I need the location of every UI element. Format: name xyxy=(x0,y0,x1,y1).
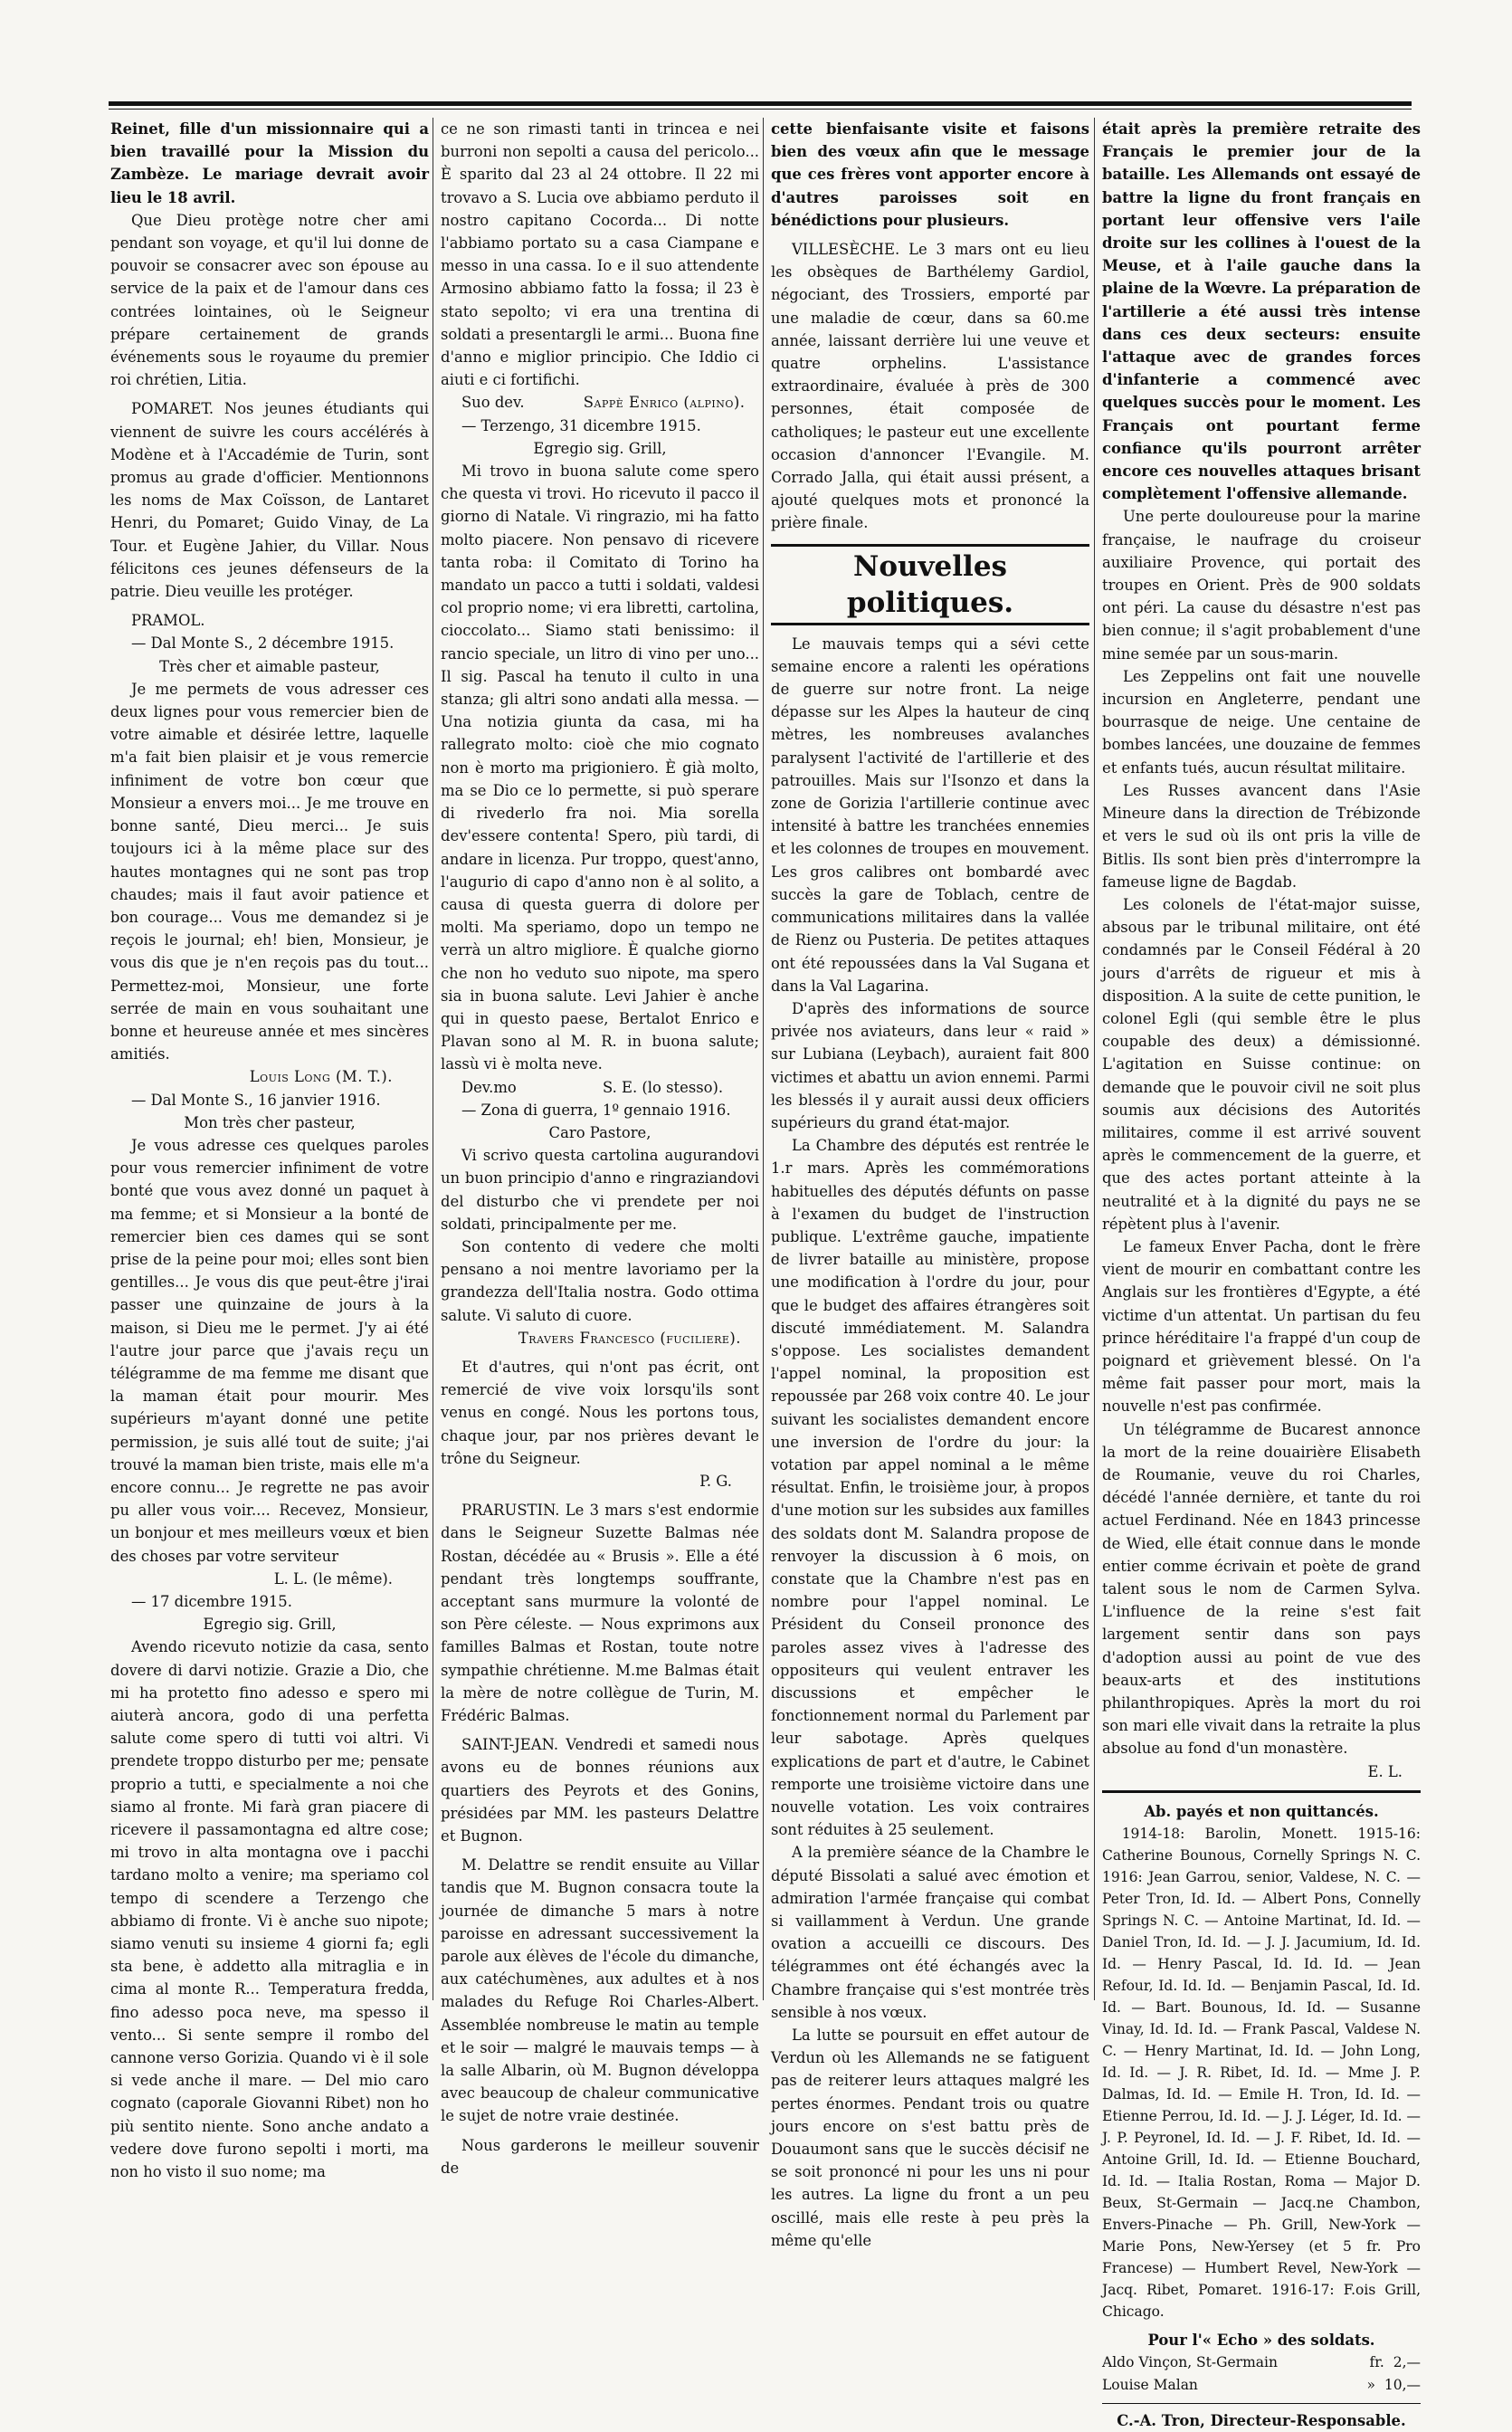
donation-unit: fr. xyxy=(1369,2354,1384,2371)
letter-signature: L. L. (le même). xyxy=(273,1569,393,1588)
column-rule xyxy=(763,118,764,2000)
director-signature: C.-A. Tron, Directeur-Responsable. xyxy=(1117,2411,1406,2429)
letter-date: — Terzengo, 31 dicembre 1915. xyxy=(461,416,701,434)
section-label-pramol: PRAMOL. xyxy=(130,612,205,630)
letter-signature-line xyxy=(441,391,759,414)
article-signature: E. L. xyxy=(1367,1762,1403,1780)
donation-unit: » xyxy=(1366,2377,1375,2394)
paragraph: D'après des informations de source privée nos aviateurs, dans leur « raid » sur Lubiana (Leybach), auraient fait 800 victimes et abattu un avion ennemi. Parmi les blessés il y aurait aussi deux officiers supérieurs du grand état-major. xyxy=(771,999,1089,1131)
letter-salutation: Egregio sig. Grill, xyxy=(203,1616,337,1634)
letter-body: Mi trovo in buona salute come spero che questa vi trovi. Ho ricevuto il pacco il giorno di Natale. Vi ringrazio, mi ha fatto molto piacere. Non pensavo di ricevere tanta roba: il Comitato di Torino ha mandato un pacco a tutti i soldati, valdesi col proprio nome; vi era libretti, cartolina, cioccolato... Siamo stati benissimo: il rancio speciale, un litro di vino per uno... Il sig. Pascal ha tenuto il culto in una stanza; gli altri sono andati alla messa. — Una notizia giunta da casa, mi ha rallegrato molto: cioè che mio cognato non è morto ma prigioniero. È già molto, ma se Dio ce lo permette, si può sperare di rivederlo fra noi. Mia sorella dev'essere contenta! Spero, più tardi, di andare in licenza. Pur troppo, quest'anno, l'augurio di capo d'anno non è al solito, a causa di questa guerra di dolore per molti. Ma speriamo, dopo un tempo ne verrà un altro migliore. È qualche giorno che non ho veduto suo nipote, ma spero sia in buona salute. Levi Jahier è anche qui in questo paese, Bertalot Enrico e Plavan sono al M. R. in buona salute; lassù vi è molta neve. xyxy=(441,463,759,1073)
column-4 xyxy=(1102,118,1422,2429)
letter-signature: Travers Francesco (fuciliere). xyxy=(518,1329,741,1347)
paragraph: La lutte se poursuit en effet autour de Verdun où les Allemands ne se fatiguent pas de reiterer leurs attaques malgré les pertes énormes. Pendant trois ou quatre jours encore on s'est battu près de Douaumont sans que le succès décisif ne se soit prononcé ni pour les uns ni pour les autres. La ligne du front a un peu oscillé, mais elle reste à peu près la même qu'elle xyxy=(771,2027,1089,2249)
subscriptions-list: 1914-18: Barolin, Monett. 1915-16: Catherine Bounous, Cornelly Springs N. C. 1916: Jean Garrou, senior, Valdese, N. C. — Peter Tron, Id. Id. — Albert Pons, Connelly Springs N. C. — Antoine Martinat, Id. Id. — Daniel Tron, Id. Id. — J. J. Jacumium, Id. Id. Id. — Henry Pascal, Id. Id. Id. — Jean Refour, Id. Id. Id. — Benjamin Pascal, Id. Id. Id. — Bart. Bounous, Id. Id. — Susanne Vinay, Id. Id. Id. — Frank Pascal, Valdese N. C. — Henry Martinat, Id. Id. — John Long, Id. Id. — J. R. Ribet, Id. Id. — Mme J. P. Dalmas, Id. Id. — Emile H. Tron, Id. Id. — Etienne Perrou, Id. Id. — J. J. Léger, Id. Id. — J. P. Peyronel, Id. Id. — J. F. Ribet, Id. Id. — Antoine Grill, Id. Id. — Etienne Bouchard, Id. Id. — Italia Rostan, Roma — Major D. Beux, St-Germain — Jacq.ne Chambon, Envers-Pinache — Ph. Grill, New-York — Marie Pons, New-Yersey (et 5 fr. Pro Francese) — Humbert Revel, New-York — Jacq. Ribet, Pomaret. 1916-17: F.ois Grill, Chicago. xyxy=(1102,1826,1422,2321)
signature-prefix: Dev.mo xyxy=(461,1078,517,1096)
letter-body: Son contento di vedere che molti pensano a noi mentre lavoriamo per la grandezza dell'Italia nostra. Godo ottima salute. Vi saluto di cuore. xyxy=(441,1237,759,1324)
letter-signature: S. E. (lo stesso). xyxy=(602,1078,724,1096)
donation-row xyxy=(1102,2351,1421,2374)
letter-signature-line xyxy=(441,1076,759,1099)
letter-date: — Zona di guerra, 1º gennaio 1916. xyxy=(461,1101,731,1119)
signature-prefix: Suo dev. xyxy=(461,394,525,412)
letter-salutation: Caro Pastore, xyxy=(548,1123,651,1141)
paragraph: La Chambre des députés est rentrée le 1.r mars. Après les commémorations habituelles des députés défunts on passe à l'examen du budget de l'instruction publique. L'extrême gauche, impatiente de livrer bataille au ministère, propose une modification à l'ordre du jour, pour que le budget des affaires étrangères soit discuté immédiatement. M. Salandra s'oppose. Les socialistes demandent l'appel nominal, la proposition est repoussée par 268 voix contre 40. Le jour suivant les socialistes demandent encore une inversion de l'ordre du jour: la votation par appel nominal a le même résultat. Enfin, le troisième jour, à propos d'une motion sur les subsides aux familles des soldats dont M. Salandra propose de renvoyer la discussion à 6 mois, on constate que la Chambre n'est pas en nombre pour l'appel nominal. Le Président du Conseil prononce des paroles assez vives à l'adresse des oppositeurs qui veulent entraver les discussions et empêcher le fonctionnement normal du Parlement par leur sabotage. Après quelques explications de part et d'autre, le Cabinet remporte une troisième victoire dans une nouvelle votation. Les voix contraires sont réduites à 25 seulement. xyxy=(771,1137,1089,1839)
letter-salutation: Egregio sig. Grill, xyxy=(533,439,667,457)
letter-date: — 17 dicembre 1915. xyxy=(130,1593,292,1610)
paragraph: Une perte douloureuse pour la marine française, le naufrage du croiseur auxiliaire Provence, qui portait des troupes en Orient. Près de 900 soldats ont péri. La cause du désastre n'est pas bien connue; il s'agit probablement d'une mine semée par un sous-marin. xyxy=(1102,508,1421,663)
letter-salutation: Mon très cher pasteur, xyxy=(184,1113,356,1131)
closing-signature: P. G. xyxy=(699,1472,732,1490)
donation-row xyxy=(1102,2374,1421,2397)
news-item-villeseche: VILLESÈCHE. Le 3 mars ont eu lieu les obsèques de Barthélemy Gardiol, négociant, des Trossiers, emporté par une maladie de cœur, dans sa 60.me année, laissant derrière lui une veuve et quatre orphelins. L'assistance extraordinaire, évaluée à près de 300 personnes, était composée de catholiques; le pasteur eut une excellente occasion d'annoncer l'Evangile. M. Corrado Jalla, qui était aussi présent, a ajouté quelques mots et prononcé la prière finale. xyxy=(771,241,1089,532)
paragraph: M. Delattre se rendit ensuite au Villar tandis que M. Bugnon consacra toute la journée de dimanche 5 mars à notre paroisse en adressant successivement la parole aux élèves de l'école du dimanche, aux catéchumènes, aux adultes et à nos malades du Refuge Roi Charles-Albert. Assemblée nombreuse le matin au temple et le soir — malgré le mauvais temps — à la salle Albarin, où M. Bugnon développa avec beaucoup de chaleur communicative le sujet de notre vraie destinée. xyxy=(441,1856,759,2125)
paragraph: Que Dieu protège notre cher ami pendant son voyage, et qu'il lui donne de pouvoir se consacrer avec son épouse au service de la paix et de l'amour dans ces contrées lointaines, où le Seigneur prépare certainement de grands événements sous le royaume du premier roi chrétien, Litia. xyxy=(110,211,429,389)
paragraph: Et d'autres, qui n'ont pas écrit, ont remercié de vive voix lorsqu'ils sont venus en congé. Nous les portons tous, chaque jour, par nos prières devant le trône du Seigneur. xyxy=(441,1358,759,1467)
donation-amount: 10,— xyxy=(1384,2377,1421,2394)
column-2 xyxy=(441,118,759,2177)
paragraph: Le fameux Enver Pacha, dont le frère vient de mourir en combattant contre les Anglais sur les frontières d'Egypte, a été victime d'un attentat. Un partisan du feu prince héréditaire l'a frappé d'un coup de poignard et grièvement blessé. On l'a même fait passer pour mort, mais la nouvelle n'est pas confirmée. xyxy=(1102,1237,1421,1416)
column-rule xyxy=(1094,118,1095,2000)
paragraph: Les Russes avancent dans l'Asie Mineure dans la direction de Trébizonde et vers le sud où ils ont pris la ville de Bitlis. Ils sont bien près d'interrompre la fameuse ligne de Bagdab. xyxy=(1102,781,1421,891)
news-item-pomaret: POMARET. Nos jeunes étudiants qui viennent de suivre les cours accélérés à Modène et à l'Accadémie de Turin, sont promus au grade d'officier. Mentionnons les noms de Max Coïsson, de Lantaret Henri, du Pomaret; Guido Vinay, de La Tour. et Eugène Jahier, du Villar. Nous félicitons ces jeunes défenseurs de la patrie. Dieu veuille les protéger. xyxy=(110,400,429,601)
paragraph: Nous garderons le meilleur souvenir de xyxy=(441,2136,759,2177)
paragraph: était après la première retraite des Français le premier jour de la bataille. Les Allemands ont essayé de battre la ligne du front français en portant leur offensive vers l'aile droite sur les collines à l'ouest de la Meuse, et à l'aile gauche dans la plaine de la Wœvre. La préparation de l'artillerie a été aussi très intense dans ces deux secteurs: ensuite l'attaque avec de grandes forces d'infanterie a commencé avec quelques succès pour le moment. Les Français ont pourtant ferme confiance qu'ils pourront arrêter encore ces nouvelles attaques brisant complètement l'offensive allemande. xyxy=(1102,120,1421,503)
column-3 xyxy=(771,118,1089,2249)
letter-body: Vi scrivo questa cartolina augurandovi un buon principio d'anno e ringraziandovi del disturbo che vi prendete per noi soldati, principalmente per me. xyxy=(441,1147,759,1233)
paragraph: A la première séance de la Chambre le député Bissolati a salué avec émotion et admiration l'armée française qui combat si vaillamment à Verdun. Une grande ovation a accueilli ce discours. Des télégrammes ont été échangés avec la Chambre française qui s'est montrée très sensible à nos vœux. xyxy=(771,1844,1089,2021)
paragraph: cette bienfaisante visite et faisons bien des vœux afin que le message que ces frères vont apporter encore à d'autres paroisses soit en bénédictions pour plusieurs. xyxy=(771,120,1089,229)
top-rule xyxy=(109,101,1412,110)
letter-body: Avendo ricevuto notizie da casa, sento dovere di darvi notizie. Grazie a Dio, che mi ha protetto fino adesso e spero mi aiuterà ancora, godo di una perfetta salute come spero di tutti voi altri. Vi prendete troppo disturbo per me; pensate proprio a tutti, e specialmente a noi che siamo al fronte. Mi farà gran piacere di ricevere il passamontagna ed altre cose; mi trovo in alta montagna ove i pacchi tardano molto a venire; ma speriamo col tempo di scendere a Terzengo che abbiamo di fronte. Vi è anche suo nipote; siamo venuti su insieme 4 giorni fa; egli sta bene, è addetto alla mitraglia e in cima al monte R... Temperatura fredda, fino adesso poca neve, ma spesso il vento... Si sente sempre il rombo del cannone verso Gorizia. Quando vi è il sole si vede anche il mare. — Del mio caro cognato (caporale Giovanni Ribet) non ho più sentito niente. Sono anche andato a vedere dove furono sepolti i morti, ma non ho visto il suo nome; ma xyxy=(110,1638,429,2181)
letter-body: Je me permets de vous adresser ces deux lignes pour vous remercier bien de votre aimable et désirée lettre, laquelle m'a fait bien plaisir et je vous remercie infiniment de votre bon cœur que Monsieur a envers moi... Je me trouve en bonne santé, Dieu merci... Je suis toujours ici à la même place sur des hautes montagnes qui ne sont pas trop chaudes; mais il faut avoir patience et bon courage... Vous me demandez si je reçois le journal; eh! bien, Monsieur, je vous dis que je n'en reçois pas du tout... Permettez-moi, Monsieur, une forte serrée de main en vous souhaitant une bonne et heureuse année et mes sincères amitiés. xyxy=(110,680,429,1063)
letter-body: ce ne son rimasti tanti in trincea e nei burroni non sepolti a causa del pericolo... È sparito dal 23 al 24 ottobre. Il 22 mi trovavo a S. Lucia ove abbiamo perduto il nostro capitano Cocorda... Di notte l'abbiamo portato su a casa Ciampane e messo in una cassa. Io e il suo attendente Armosino abbiamo fatto la fossa; il 23 è stato sepolto; vi era una trentina di soldati a presentargli le armi... Buona fine d'anno e miglior principio. Che Iddio ci aiuti e ci fortifichi. xyxy=(441,120,759,389)
column-1 xyxy=(110,118,429,2181)
divider xyxy=(1102,1790,1421,1793)
letter-salutation: Très cher et aimable pasteur, xyxy=(159,657,380,675)
news-item-saint-jean: SAINT-JEAN. Vendredi et samedi nous avons eu de bonnes réunions aux quartiers des Peyrots et des Gonins, présidées par MM. les pasteurs Delattre et Bugnon. xyxy=(441,1736,759,1845)
echo-heading: Pour l'« Echo » des soldats. xyxy=(1147,2332,1375,2350)
paragraph: Les Zeppelins ont fait une nouvelle incursion en Angleterre, pendant une bourrasque de neige. Une centaine de bombes lancées, une douzaine de femmes et enfants tués, aucun résultat militaire. xyxy=(1102,667,1421,777)
donation-amount: 2,— xyxy=(1393,2354,1421,2371)
section-heading-nouvelles-politiques: Nouvelles politiques. xyxy=(771,544,1089,625)
letter-signature: Louis Long (M. T.). xyxy=(249,1068,393,1086)
news-item-prarustin: PRARUSTIN. Le 3 mars s'est endormie dans le Seigneur Suzette Balmas née Rostan, décédée au « Brusis ». Elle a été pendant très longtemps souffrante, acceptant sans murmure la volonté de son Père céleste. — Nous exprimons aux familles Balmas et Rostan, toute notre sympathie chrétienne. M.me Balmas était la mère de notre collègue de Turin, M. Frédéric Balmas. xyxy=(441,1502,759,1725)
letter-date: — Dal Monte S., 16 janvier 1916. xyxy=(130,1091,381,1109)
donor-name: Louise Malan xyxy=(1102,2377,1198,2394)
letter-body: Je vous adresse ces quelques paroles pour vous remercier infiniment de votre bonté que vous avez donné un paquet à ma femme; et si Monsieur a la bonté de remercier bien ces dames qui se sont prise de la peine pour moi; elles sont bien gentilles... Je vous dis que peut-être j'irai passer une quinzaine de jours à la maison, si Dieu me le permet. J'y ai été l'autre jour parce que j'avais reçu un télégramme de ma femme me disant que la maman était pour mourir. Mes supérieurs m'ayant donné une petite permission, je suis allé tout de suite; j'ai trouvé la maman bien triste, mais elle m'a encore connu... Je regrette ne pas avoir pu aller vous voir.... Recevez, Monsieur, un bonjour et mes meilleurs vœux et bien des choses par votre serviteur xyxy=(110,1136,429,1565)
paragraph: Le mauvais temps qui a sévi cette semaine encore a ralenti les opérations de guerre sur notre front. La neige dépasse sur les Alpes la hauteur de cinq mètres, les nombreuses avalanches paralysent l'activité de l'artillerie et des patrouilles. Mais sur l'Isonzo et dans la zone de Gorizia l'artillerie continue avec intensité à battre les tranchées ennemies et les colonnes de troupes en mouvement. Les gros calibres ont bombardé avec succès la gare de Toblach, centre de communications militaires dans la vallée de Rienz ou Pusteria. De petites attaques ont été repoussées dans la Val Sugana et dans la Val Lagarina. xyxy=(771,634,1089,995)
paragraph: Les colonels de l'état-major suisse, absous par le tribunal militaire, ont été condamnés par le Conseil Fédéral à 20 jours d'arrêts de rigueur et mis à disposition. A la suite de cette punition, le colonel Egli (qui semble être le plus coupable des deux) a démissionné. L'agitation en Suisse continue: on demande que le pouvoir civil ne soit plus soumis aux décisions des Autorités militaires, comme il est arrivé souvent après le commencement de la guerre, et que des actes portant atteinte à la neutralité et à la dignité du pays ne se répètent plus à l'avenir. xyxy=(1102,895,1421,1233)
letter-date: — Dal Monte S., 2 décembre 1915. xyxy=(130,634,395,653)
paragraph: Un télégramme de Bucarest annonce la mort de la reine douairière Elisabeth de Roumanie, veuve du roi Charles, décédé l'année dernière, et tante du roi actuel Ferdinand. Née en 1843 princesse de Wied, elle était connue dans le monde entier comme écrivain et poète de grand talent sous le nom de Carmen Sylva. L'influence de la reine s'est fait largement sentir dans son pays d'adoption aussi au point de vue des beaux-arts et des institutions philanthropiques. Après la mort du roi son mari elle vivait dans la retraite la plus absolue au fond d'un monastère. xyxy=(1102,1420,1421,1758)
paragraph: Reinet, fille d'un missionnaire qui a bien travaillé pour la Mission du Zambèze. Le mariage devrait avoir lieu le 18 avril. xyxy=(110,120,429,206)
divider xyxy=(1102,2403,1421,2404)
letter-signature: Sappè Enrico (alpino). xyxy=(583,394,746,412)
subscriptions-heading: Ab. payés et non quittancés. xyxy=(1144,1802,1379,1820)
donor-name: Aldo Vinçon, St-Germain xyxy=(1102,2354,1278,2371)
